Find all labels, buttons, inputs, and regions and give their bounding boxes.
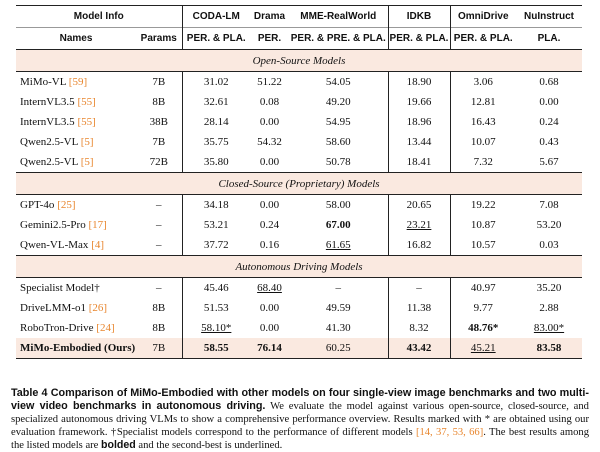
results-table bbox=[16, 5, 582, 359]
nuinstruct-cell: 0.00 bbox=[539, 96, 559, 108]
params-cell: 8B bbox=[152, 322, 166, 334]
caption-bold-word: bolded bbox=[101, 439, 136, 451]
table-row bbox=[16, 215, 582, 235]
model-name: Qwen2.5-VL bbox=[20, 136, 78, 148]
nuinstruct-cell: 83.00* bbox=[533, 322, 565, 334]
table-row-ours bbox=[16, 338, 582, 359]
nuinstruct-cell: 53.20 bbox=[536, 219, 562, 231]
table-row bbox=[16, 72, 582, 93]
params-cell: 38B bbox=[149, 116, 168, 128]
table-row bbox=[16, 195, 582, 216]
model-name-cell bbox=[16, 72, 136, 93]
nuinstruct-cell: 35.20 bbox=[536, 282, 562, 294]
table-row bbox=[16, 298, 582, 318]
model-name-cell bbox=[16, 278, 136, 299]
header-drama: Drama bbox=[250, 6, 289, 28]
coda-lm-cell: 28.14 bbox=[182, 112, 250, 132]
table-row bbox=[16, 318, 582, 338]
drama-cell: 51.22 bbox=[257, 76, 282, 88]
model-name-cell bbox=[16, 298, 136, 318]
drama-cell: 54.32 bbox=[257, 136, 282, 148]
params-cell: 8B bbox=[152, 96, 166, 108]
params-cell: – bbox=[156, 199, 162, 211]
subheader-names: Names bbox=[16, 28, 136, 50]
params-cell: – bbox=[156, 282, 162, 294]
model-name: Qwen2.5-VL bbox=[20, 156, 78, 168]
header-sub-row bbox=[16, 28, 582, 50]
mme-realworld-cell: – bbox=[335, 282, 341, 294]
nuinstruct-cell: 0.68 bbox=[539, 76, 559, 88]
caption-text: and the second-best is underlined. bbox=[135, 440, 283, 451]
params-cell: 7B bbox=[136, 338, 182, 359]
model-name-cell bbox=[16, 112, 136, 132]
drama-cell: 0.00 bbox=[259, 322, 280, 334]
model-name: MiMo-Embodied (Ours) bbox=[20, 342, 136, 354]
model-name-cell bbox=[16, 235, 136, 256]
model-name: Gemini2.5-Pro bbox=[20, 219, 86, 231]
model-name: InternVL3.5 bbox=[20, 116, 75, 128]
header-omnidrive: OmniDrive bbox=[450, 6, 516, 28]
subheader-omnidrive: PER. & PLA. bbox=[450, 28, 516, 50]
citation-link[interactable]: [25] bbox=[57, 199, 76, 211]
mme-realworld-cell: 58.00 bbox=[325, 199, 351, 211]
idkb-cell: 13.44 bbox=[388, 132, 450, 152]
drama-cell: 0.00 bbox=[259, 199, 280, 211]
table-caption bbox=[11, 387, 589, 452]
subheader-params: Params bbox=[136, 28, 182, 50]
idkb-cell: 19.66 bbox=[388, 92, 450, 112]
caption-lead: Table 4 Comparison of MiMo-Embodied with other models on four single-view image benchmarks and two multi-view video benchmarks in autonomous driving. bbox=[11, 387, 589, 412]
table-row bbox=[16, 92, 582, 112]
model-name: RoboTron-Drive bbox=[20, 322, 94, 334]
drama-cell: 0.24 bbox=[259, 219, 280, 231]
model-name-cell bbox=[16, 338, 136, 359]
citation-link[interactable]: [24] bbox=[96, 322, 115, 334]
citation-link[interactable]: [26] bbox=[88, 302, 108, 314]
drama-cell: 0.00 bbox=[259, 156, 280, 168]
table-row bbox=[16, 235, 582, 256]
header-coda-lm: CODA-LM bbox=[182, 6, 250, 28]
idkb-cell: 18.41 bbox=[388, 152, 450, 173]
coda-lm-cell: 37.72 bbox=[182, 235, 250, 256]
mme-realworld-cell: 67.00 bbox=[325, 219, 351, 231]
idkb-cell: – bbox=[388, 278, 450, 299]
section-title-closed-source: Closed-Source (Proprietary) Models bbox=[16, 173, 582, 195]
omnidrive-cell: 3.06 bbox=[450, 72, 516, 93]
coda-lm-cell: 32.61 bbox=[182, 92, 250, 112]
omnidrive-cell: 9.77 bbox=[450, 298, 516, 318]
header-mme-realworld: MME-RealWorld bbox=[289, 6, 388, 28]
omnidrive-cell: 12.81 bbox=[450, 92, 516, 112]
citation-link[interactable]: [5] bbox=[80, 156, 94, 168]
nuinstruct-cell: 0.43 bbox=[539, 136, 559, 148]
caption-text: We evaluate the model against various open-source, closed-source, and specialized autonomous driving VLMs to show a comprehensive performance overview. Results marked with * are obtained using our evaluation framework. bbox=[11, 401, 589, 438]
citation-link[interactable]: [4] bbox=[91, 239, 105, 251]
coda-lm-cell: 34.18 bbox=[182, 195, 250, 216]
model-name: DriveLMM-o1 bbox=[20, 302, 86, 314]
header-idkb: IDKB bbox=[388, 6, 450, 28]
section-row bbox=[16, 173, 582, 195]
coda-lm-cell: 51.53 bbox=[182, 298, 250, 318]
caption-text: †Specialist models correspond to the performance of different models bbox=[110, 427, 416, 438]
drama-cell: 0.00 bbox=[259, 116, 280, 128]
mme-realworld-cell: 54.05 bbox=[325, 76, 351, 88]
model-name-cell bbox=[16, 152, 136, 173]
drama-cell: 0.16 bbox=[259, 239, 280, 251]
omnidrive-cell: 40.97 bbox=[450, 278, 516, 299]
model-name-cell bbox=[16, 215, 136, 235]
coda-lm-cell: 53.21 bbox=[182, 215, 250, 235]
params-cell: 7B bbox=[152, 76, 166, 88]
caption-citation-links[interactable]: [14, 37, 53, 66] bbox=[415, 427, 484, 438]
subheader-drama: PER. bbox=[250, 28, 289, 50]
model-name-cell bbox=[16, 195, 136, 216]
mme-realworld-cell: 61.65 bbox=[325, 239, 351, 251]
drama-cell: 76.14 bbox=[250, 338, 289, 359]
omnidrive-cell: 7.32 bbox=[450, 152, 516, 173]
model-name: MiMo-VL bbox=[20, 76, 67, 88]
subheader-nuinstruct: PLA. bbox=[516, 28, 582, 50]
model-name-cell bbox=[16, 132, 136, 152]
table-row bbox=[16, 152, 582, 173]
header-nuinstruct: NuInstruct bbox=[516, 6, 582, 28]
citation-link[interactable]: [55] bbox=[77, 116, 96, 128]
section-title-open-source: Open-Source Models bbox=[16, 50, 582, 72]
section-row bbox=[16, 50, 582, 72]
coda-lm-cell: 35.80 bbox=[182, 152, 250, 173]
model-name: Specialist Model† bbox=[20, 282, 100, 294]
idkb-cell: 11.38 bbox=[388, 298, 450, 318]
mme-realworld-cell: 58.60 bbox=[325, 136, 351, 148]
drama-cell: 0.00 bbox=[259, 302, 280, 314]
omnidrive-cell: 16.43 bbox=[450, 112, 516, 132]
nuinstruct-cell: 0.03 bbox=[539, 239, 559, 251]
idkb-cell: 20.65 bbox=[388, 195, 450, 216]
subheader-idkb: PER. & PLA. bbox=[388, 28, 450, 50]
nuinstruct-cell: 2.88 bbox=[539, 302, 559, 314]
omnidrive-cell: 10.87 bbox=[450, 215, 516, 235]
params-cell: – bbox=[156, 219, 162, 231]
idkb-cell: 43.42 bbox=[388, 338, 450, 359]
coda-lm-cell: 58.10* bbox=[182, 318, 250, 338]
idkb-cell: 23.21 bbox=[388, 215, 450, 235]
citation-link[interactable]: [5] bbox=[80, 136, 94, 148]
omnidrive-cell: 48.76* bbox=[450, 318, 516, 338]
table-row bbox=[16, 132, 582, 152]
omnidrive-cell: 45.21 bbox=[450, 338, 516, 359]
subheader-coda-lm: PER. & PLA. bbox=[182, 28, 250, 50]
nuinstruct-cell: 7.08 bbox=[539, 199, 559, 211]
header-group-row bbox=[16, 6, 582, 28]
mme-realworld-cell: 41.30 bbox=[325, 322, 351, 334]
nuinstruct-cell: 83.58 bbox=[516, 338, 582, 359]
results-table-container bbox=[16, 5, 582, 359]
coda-lm-cell: 45.46 bbox=[182, 278, 250, 299]
params-cell: 72B bbox=[149, 156, 168, 168]
mme-realworld-cell: 50.78 bbox=[325, 156, 351, 168]
coda-lm-cell: 58.55 bbox=[182, 338, 250, 359]
header-model-info: Model Info bbox=[16, 6, 182, 28]
idkb-cell: 8.32 bbox=[388, 318, 450, 338]
model-name: InternVL3.5 bbox=[20, 96, 75, 108]
omnidrive-cell: 10.07 bbox=[450, 132, 516, 152]
table-row bbox=[16, 278, 582, 299]
mme-realworld-cell: 54.95 bbox=[325, 116, 351, 128]
citation-link[interactable]: [55] bbox=[77, 96, 96, 108]
citation-link[interactable]: [59] bbox=[68, 76, 88, 88]
section-row bbox=[16, 256, 582, 278]
model-name-cell bbox=[16, 318, 136, 338]
mme-realworld-cell: 60.25 bbox=[289, 338, 388, 359]
table-row bbox=[16, 112, 582, 132]
model-name: GPT-4o bbox=[20, 199, 55, 211]
params-cell: 8B bbox=[152, 302, 166, 314]
idkb-cell: 16.82 bbox=[388, 235, 450, 256]
nuinstruct-cell: 0.24 bbox=[539, 116, 559, 128]
mme-realworld-cell: 49.20 bbox=[325, 96, 351, 108]
omnidrive-cell: 19.22 bbox=[450, 195, 516, 216]
params-cell: 7B bbox=[152, 136, 166, 148]
idkb-cell: 18.90 bbox=[388, 72, 450, 93]
subheader-mme-realworld: PER. & PRE. & PLA. bbox=[289, 28, 388, 50]
params-cell: – bbox=[156, 239, 162, 251]
section-title-autonomous-driving: Autonomous Driving Models bbox=[16, 256, 582, 278]
coda-lm-cell: 31.02 bbox=[182, 72, 250, 93]
idkb-cell: 18.96 bbox=[388, 112, 450, 132]
nuinstruct-cell: 5.67 bbox=[539, 156, 559, 168]
model-name: Qwen-VL-Max bbox=[20, 239, 89, 251]
citation-link[interactable]: [17] bbox=[88, 219, 107, 231]
mme-realworld-cell: 49.59 bbox=[325, 302, 351, 314]
drama-cell: 68.40 bbox=[257, 282, 282, 294]
drama-cell: 0.08 bbox=[259, 96, 280, 108]
caption-text: . The best results among the listed models are bbox=[11, 427, 590, 451]
model-name-cell bbox=[16, 92, 136, 112]
omnidrive-cell: 10.57 bbox=[450, 235, 516, 256]
coda-lm-cell: 35.75 bbox=[182, 132, 250, 152]
